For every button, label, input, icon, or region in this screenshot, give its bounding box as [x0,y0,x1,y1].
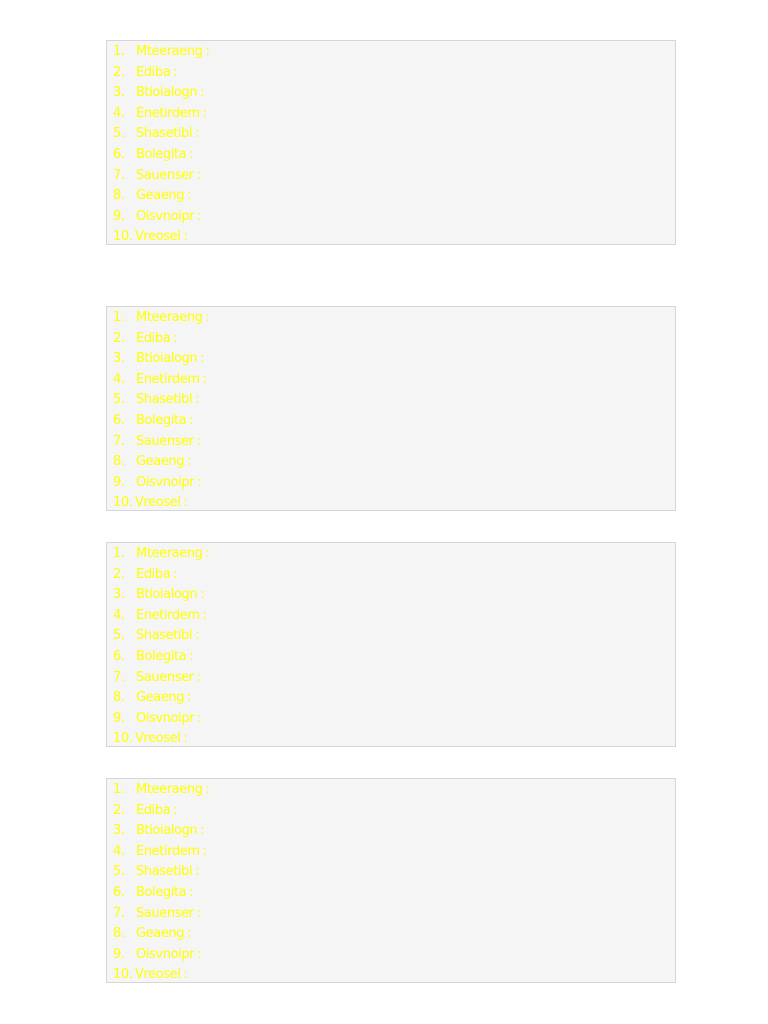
item-label-wrap [136,945,201,966]
list-item [107,709,675,730]
item-colon: : [197,474,202,490]
item-colon: : [205,546,210,561]
item-number: 9. [113,474,125,490]
list-item [107,606,675,627]
item-label-wrap [136,780,210,801]
list-item [107,924,675,945]
item-colon: : [196,167,201,183]
item-colon: : [189,648,194,664]
item-label-wrap [136,166,201,187]
item-number: 10. [113,495,133,511]
item-colon: : [173,330,178,346]
item-number: 6. [113,648,125,664]
item-colon: : [202,607,207,623]
list-item [107,329,675,350]
item-colon: : [187,926,192,942]
item-label-wrap [136,63,177,84]
item-label-wrap [136,145,193,166]
item-number: 6. [113,146,125,162]
item-label: Btioialogn [136,587,198,603]
item-label-wrap [135,493,187,514]
item-label-wrap [136,390,199,411]
list-item [107,186,675,207]
item-number: 4. [113,607,125,623]
item-colon: : [200,587,205,603]
list-item [107,842,675,863]
list-item [107,473,675,494]
item-label: Btioialogn [136,823,198,839]
item-colon: : [189,146,194,162]
item-number: 3. [113,85,125,101]
item-label-wrap [136,411,193,432]
item-label-wrap [136,329,177,350]
item-colon: : [202,843,207,859]
list-panel-1 [106,40,676,245]
item-label-wrap [136,544,210,565]
list-item [107,688,675,709]
item-label-wrap [136,207,201,228]
numbered-list [107,779,675,986]
item-label: Vreosel [135,495,181,511]
item-label: Btioialogn [136,85,198,101]
item-label: Sauenser [136,167,194,183]
item-number: 10. [113,967,133,983]
item-number: 1. [113,310,125,325]
list-item [107,821,675,842]
item-label: Geaeng [136,188,185,204]
item-number: 10. [113,731,133,747]
item-number: 9. [113,946,125,962]
item-number: 10. [113,229,133,245]
item-label-wrap [136,104,207,125]
item-number: 7. [113,167,125,183]
item-label: Mteeraeng [136,782,203,797]
list-item [107,370,675,391]
item-colon: : [183,731,188,747]
list-item [107,626,675,647]
item-label-wrap [136,565,177,586]
item-label-wrap [136,473,201,494]
item-colon: : [202,371,207,387]
item-number: 4. [113,371,125,387]
item-colon: : [187,454,192,470]
item-number: 8. [113,454,125,470]
item-colon: : [202,105,207,121]
item-colon: : [205,44,210,59]
list-panel-4 [106,778,676,983]
list-item [107,862,675,883]
item-label-wrap [136,452,191,473]
numbered-list [107,307,675,514]
item-label: Bolegita [136,884,187,900]
item-number: 9. [113,208,125,224]
list-item [107,647,675,668]
item-label-wrap [135,227,187,248]
list-item [107,207,675,228]
item-label-wrap [136,83,204,104]
list-item [107,349,675,370]
item-colon: : [200,351,205,367]
item-label-wrap [136,821,204,842]
item-label: Shasetibl [136,392,193,408]
item-colon: : [173,64,178,80]
item-number: 7. [113,669,125,685]
item-number: 5. [113,126,125,142]
item-number: 7. [113,433,125,449]
item-label: Oisvnoipr [136,208,195,224]
list-item [107,565,675,586]
list-panel-3 [106,542,676,747]
item-label: Ediba [136,330,171,346]
item-number: 8. [113,690,125,706]
list-item [107,83,675,104]
item-colon: : [189,884,194,900]
item-number: 4. [113,843,125,859]
item-label-wrap [136,585,204,606]
item-number: 3. [113,351,125,367]
item-label-wrap [136,432,201,453]
item-label: Shasetibl [136,864,193,880]
item-label: Bolegita [136,412,187,428]
list-item [107,452,675,473]
list-item [107,493,675,514]
item-label-wrap [136,308,210,329]
item-colon: : [197,208,202,224]
item-label: Geaeng [136,926,185,942]
item-colon: : [195,628,200,644]
item-colon: : [173,566,178,582]
item-colon: : [187,188,192,204]
item-label-wrap [136,668,201,689]
item-colon: : [197,946,202,962]
list-item [107,668,675,689]
item-colon: : [200,85,205,101]
item-number: 8. [113,926,125,942]
item-number: 4. [113,105,125,121]
item-label: Sauenser [136,905,194,921]
item-colon: : [195,126,200,142]
list-item [107,965,675,986]
list-item [107,308,675,329]
item-label-wrap [136,370,207,391]
item-label-wrap [136,124,199,145]
list-item [107,411,675,432]
item-label: Bolegita [136,648,187,664]
list-item [107,544,675,565]
item-label-wrap [136,626,199,647]
list-item [107,63,675,84]
list-item [107,904,675,925]
item-label-wrap [135,965,187,986]
item-label: Sauenser [136,433,194,449]
list-item [107,124,675,145]
item-label-wrap [136,862,199,883]
list-item [107,883,675,904]
item-colon: : [196,905,201,921]
item-number: 9. [113,710,125,726]
item-number: 1. [113,546,125,561]
item-number: 6. [113,412,125,428]
item-colon: : [196,669,201,685]
item-label: Bolegita [136,146,187,162]
item-number: 5. [113,864,125,880]
item-label-wrap [136,924,191,945]
item-label: Vreosel [135,731,181,747]
item-label: Sauenser [136,669,194,685]
list-item [107,432,675,453]
item-label-wrap [136,883,193,904]
list-item [107,729,675,750]
item-colon: : [183,967,188,983]
item-label-wrap [136,647,193,668]
item-label-wrap [136,842,207,863]
item-label: Oisvnoipr [136,474,195,490]
item-number: 5. [113,628,125,644]
item-label: Vreosel [135,229,181,245]
item-label: Enetirdem [136,607,200,623]
item-number: 2. [113,566,125,582]
item-label: Mteeraeng [136,546,203,561]
item-number: 6. [113,884,125,900]
item-colon: : [195,392,200,408]
item-colon: : [195,864,200,880]
list-item [107,42,675,63]
item-label-wrap [136,801,177,822]
item-number: 1. [113,44,125,59]
item-label-wrap [135,729,187,750]
item-label: Ediba [136,566,171,582]
item-number: 8. [113,188,125,204]
list-item [107,945,675,966]
item-label: Ediba [136,64,171,80]
item-label: Btioialogn [136,351,198,367]
item-label-wrap [136,42,210,63]
list-item [107,585,675,606]
item-label: Ediba [136,802,171,818]
item-number: 2. [113,802,125,818]
item-colon: : [189,412,194,428]
numbered-list [107,543,675,750]
item-label: Enetirdem [136,105,200,121]
item-colon: : [183,495,188,511]
item-number: 1. [113,782,125,797]
item-label-wrap [136,709,201,730]
list-panel-2 [106,306,676,511]
list-item [107,780,675,801]
list-item [107,104,675,125]
item-label: Oisvnoipr [136,946,195,962]
numbered-list [107,41,675,248]
list-item [107,801,675,822]
list-item [107,227,675,248]
item-label: Mteeraeng [136,44,203,59]
item-colon: : [200,823,205,839]
item-number: 5. [113,392,125,408]
item-label-wrap [136,186,191,207]
list-item [107,166,675,187]
item-label: Shasetibl [136,628,193,644]
item-label: Oisvnoipr [136,710,195,726]
item-number: 3. [113,823,125,839]
item-colon: : [205,782,210,797]
item-label: Geaeng [136,454,185,470]
item-colon: : [187,690,192,706]
item-label: Shasetibl [136,126,193,142]
item-number: 7. [113,905,125,921]
item-label-wrap [136,349,204,370]
item-label: Enetirdem [136,371,200,387]
item-label-wrap [136,606,207,627]
list-item [107,390,675,411]
item-label: Geaeng [136,690,185,706]
item-number: 3. [113,587,125,603]
item-colon: : [197,710,202,726]
item-colon: : [173,802,178,818]
item-number: 2. [113,330,125,346]
item-colon: : [196,433,201,449]
item-colon: : [205,310,210,325]
item-number: 2. [113,64,125,80]
item-label: Enetirdem [136,843,200,859]
item-label: Mteeraeng [136,310,203,325]
item-colon: : [183,229,188,245]
item-label-wrap [136,688,191,709]
item-label: Vreosel [135,967,181,983]
item-label-wrap [136,904,201,925]
list-item [107,145,675,166]
